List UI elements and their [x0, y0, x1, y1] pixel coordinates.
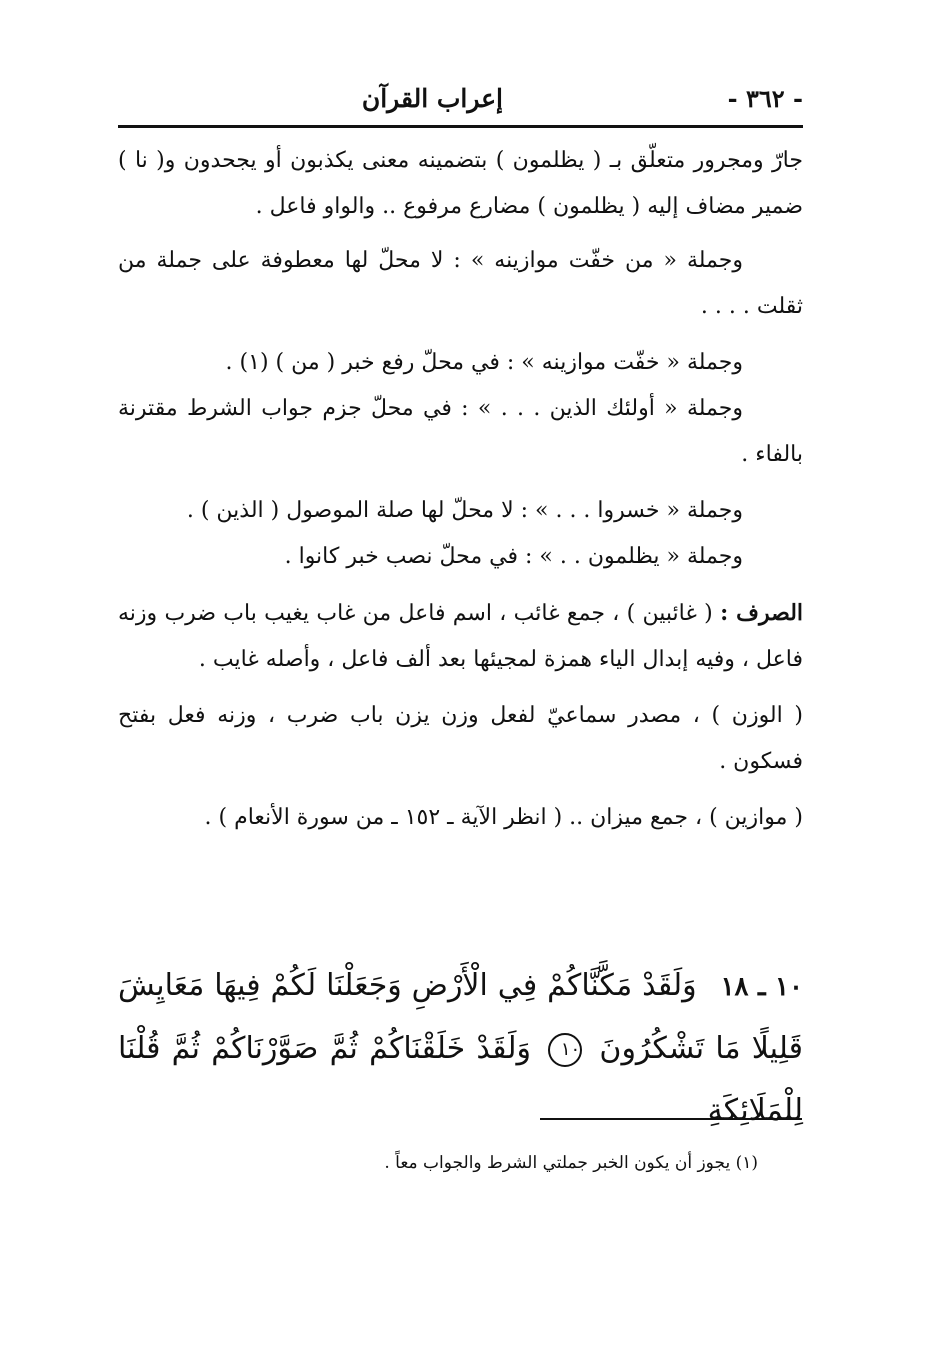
- quran-verse: [118, 955, 803, 1142]
- ayah-end-marker: ١٠: [548, 1033, 582, 1067]
- sarf-label: الصرف :: [720, 600, 804, 626]
- paragraph-8: [118, 693, 803, 785]
- book-title: إعراب القرآن: [361, 84, 503, 113]
- paragraph-9-text: ( موازين ) ، جمع ميزان .. ( انظر الآية ـ ١٥٢ ـ من سورة الأنعام ) .: [204, 805, 803, 830]
- paragraph-9: [118, 795, 803, 841]
- paragraph-1: جارّ ومجرور متعلّق بـ ( يظلمون ) بتضمينه معنى يكذبون أو يجحدون و( نا ) ضمير مضاف إليه ( يظلمون ) مضارع مرفوع .. والواو فاعل .: [118, 148, 803, 219]
- verse-number: ١٠ ـ ١٨: [720, 972, 803, 1002]
- paragraph-sarf: [118, 590, 803, 683]
- paragraph-4-text: وجملة « أولئك الذين . . . » : في محلّ جزم جواب الشرط مقترنة بالفاء .: [118, 396, 803, 467]
- paragraph-3-text: وجملة « خفّت موازينه » : في محلّ رفع خبر ( من ) (١) .: [225, 350, 743, 375]
- paragraph-6: [118, 534, 803, 580]
- header-rule: [118, 125, 803, 128]
- paragraph-6-text: وجملة « يظلمون . . » : في محلّ نصب خبر كانوا .: [284, 544, 743, 569]
- paragraph-7-text: ( غائبين ) ، جمع غائب ، اسم فاعل من غاب يغيب باب ضرب وزنه فاعل ، وفيه إبدال الياء همزة لمجيئها بعد ألف فاعل ، وأصله غايب .: [118, 601, 803, 672]
- verse-text-part-2: وَلَقَدْ خَلَقْنَاكُمْ ثُمَّ صَوَّرْنَاكُمْ ثُمَّ قُلْنَا لِلْمَلَائِكَةِ: [118, 1031, 803, 1128]
- paragraph-5-text: وجملة « خسروا . . . » : لا محلّ لها صلة الموصول ( الذين ) .: [186, 498, 743, 523]
- verse-text-part-1: وَلَقَدْ مَكَّنَّاكُمْ فِي الْأَرْضِ وَجَعَلْنَا لَكُمْ فِيهَا مَعَايِشَ قَلِيلًا مَا تَشْكُرُونَ: [118, 968, 804, 1066]
- paragraph-2: [118, 238, 803, 330]
- paragraph-5: [118, 488, 803, 534]
- paragraph-3: [118, 340, 803, 386]
- footnote-rule: [540, 1118, 802, 1120]
- page-number: - ٣٦٢ -: [727, 84, 803, 113]
- footnote: (١) يجوز أن يكون الخبر جملتي الشرط والجواب معاً .: [384, 1153, 758, 1173]
- paragraph-8-text: ( الوزن ) ، مصدر سماعيّ لفعل وزن يزن باب ضرب ، وزنه فعل بفتح فسكون .: [118, 703, 803, 774]
- page-header: [118, 84, 803, 124]
- paragraph-4: [118, 386, 803, 478]
- main-text: [118, 138, 803, 851]
- paragraph-2-text: وجملة « من خفّت موازينه » : لا محلّ لها معطوفة على جملة من ثقلت . . . .: [118, 248, 803, 319]
